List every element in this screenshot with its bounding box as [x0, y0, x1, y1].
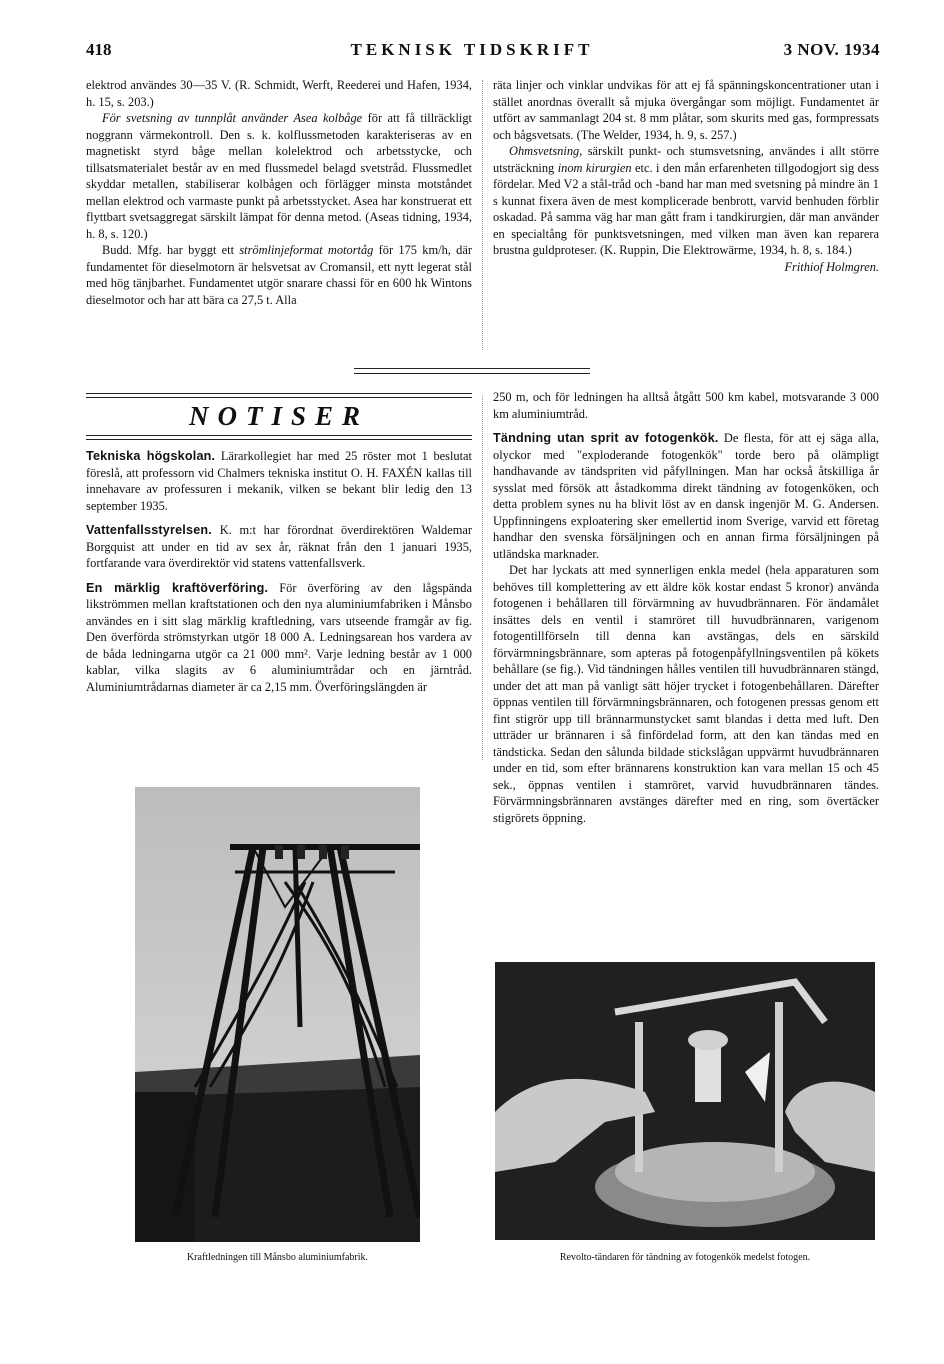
- notice-vattenfallsstyrelsen: Vattenfallsstyrelsen. K. m:t har förordnat överdirektören Waldemar Borgquist att under en tid av sex år, räknat från den 1 januari 1935, fortfarande vara överdirektör vid statens vattenfallsverk.: [86, 523, 472, 570]
- stove-igniter-photo: [495, 962, 875, 1240]
- issue-date: 3 NOV. 1934: [783, 40, 880, 59]
- signature: Frithiof Holmgren.: [784, 259, 879, 274]
- paragraph: Det har lyckats att med synnerligen enkla medel (hela apparaturen som behöves till komplettering av ett äldre kök kostar endast 5 kronor) använda fotogenen i behållaren till förvärmning av huvudbrännaren. För ändamålet insättes dels en ventil i stamröret till huvudbrännaren, varigenom fotogentillförseln till denna kan avstängas, dels en särskild förvärmningsbrännare, som apteras på fotogenpåfyllningsventilen på kökets behållare (se fig.). Vid tändningen hålles ventilen till huvudbrännaren stängd, under det att man på vanligt sätt höjer trycket i fotogenbehållaren. Därefter öppnas ventilen till förvärmningsbrännaren, och fotogenen pressas genom ett fint stigrör upp till brännarmunstycket samt blandas i detta med luft. Den utträder ur brännaren i så finfördelad form, att den kan tändas med en tändsticka. Sedan den sålunda bildade stickslågan uppvärmt huvudbrännaren under en tid, som efter brännarens konstruktion kan vara mellan 15 och 45 sek., öppnas ventilen i stamröret, varvid huvudbrännaren tändes. Förvärmningsbrännaren avstänges därefter med en ring, som övertäcker stigrörets öppning.: [493, 563, 879, 825]
- power-line-illustration: [135, 787, 420, 1242]
- paragraph: För svetsning av tunnplåt använder Asea kolbåge för att få tillräckligt noggrann värmekontroll. Den s. k. kolflussmetoden karakteriseras av en magnetiskt styrd båge mellan kolelektrod och arbetsstycke, och tillsatsmaterialet består av en med flussmedel belagd svetstråd. Flussmedlet skyddar metallen, stabiliserar kolbågen och förlägger minsta motståndet mellan elektrod och varmaste punkt på arbetsstycket. Asea har konstruerat ett flyttbart svetsaggregat särskilt lämpat för denna metod. (Aseas tidning, 1934, h. 8, s. 120.): [86, 111, 472, 241]
- notiser-left-column: [86, 448, 472, 695]
- column-separator: [482, 80, 483, 350]
- notiser-heading-box: [86, 393, 472, 441]
- notice-heading: Tekniska högskolan.: [86, 449, 216, 463]
- page-number: 418: [86, 40, 112, 59]
- paragraph: Budd. Mfg. har byggt ett strömlinjeformat motortåg för 175 km/h, där fundamentet för dieselmotorn är helsvetsat av Cromansil, ett nytt legerat stål med hög tänjbarhet. Fundamentet utgör snarare chassi för en 600 hk Wintons dieselmotor och har att bära ca 27,5 t. Alla: [86, 243, 472, 307]
- journal-title: TEKNISK TIDSKRIFT: [350, 40, 594, 59]
- section-divider: [354, 368, 590, 369]
- paragraph: 250 m, och för ledningen ha alltså åtgått 500 km kabel, motsvarande 3 000 km aluminiumtråd.: [493, 390, 879, 421]
- column-separator: [482, 395, 483, 760]
- section-divider: [354, 373, 590, 374]
- top-left-column: [86, 77, 472, 308]
- paragraph: elektrod användes 30—35 V. (R. Schmidt, Werft, Reederei und Hafen, 1934, h. 15, s. 203.): [86, 78, 472, 109]
- notice-tandning: Tändning utan sprit av fotogenkök. De flesta, för att ej säga alla, olyckor med "exploderande fotogenkök" torde bero på olämpligt handhavande av tändspriten vid påfyllningen. Man har också åtskilliga år sysslat med försök att åstadkomma direkt tändning av fotogenköken, och detta problem synes nu ha blivit löst av en dansk ingenjör M. G. Andersen. Uppfinningens exploatering sker emellertid inom Sverige, varvid ett företag handhar den svenska försäljningen och en annan firma försäljningen på utländska marknader.: [493, 431, 879, 561]
- notiser-right-column: [493, 389, 879, 826]
- power-line-photo: [135, 787, 420, 1242]
- paragraph: räta linjer och vinklar undvikas för att ej få spänningskoncentrationer utan i stället anordnas överallt så mjuka övergångar som möjligt. Fundamentet är utfört av sammanlagt 204 st. 8 mm plåtar, som skurits med gas, formpressats och bågsvetsats. (The Welder, 1934, h. 9, s. 257.): [493, 78, 879, 142]
- notice-heading: Vattenfallsstyrelsen.: [86, 523, 212, 537]
- top-right-column: [493, 77, 879, 275]
- figure-caption-left: Kraftledningen till Månsbo aluminiumfabrik.: [186, 1252, 369, 1263]
- section-title: NOTISER: [188, 401, 370, 431]
- notice-heading: En märklig kraftöverföring.: [86, 580, 269, 595]
- notice-heading: Tändning utan sprit av fotogenkök.: [493, 431, 719, 445]
- notice-tekniska-hogskolan: Tekniska högskolan. Lärarkollegiet har med 25 röster mot 1 beslutat föreslå, att professorn vid Chalmers tekniska institut O. H. FAXÉN kallas till innehavare av professuren i mekanik, vilken se bekant blir ledig den 13 september 1935.: [86, 449, 472, 513]
- italic-term: strömlinjeformat motortåg: [239, 243, 374, 257]
- figure-caption-right: Revolto-tändaren för tändning av fotogenkök medelst fotogen.: [559, 1252, 811, 1263]
- stove-illustration: [495, 962, 875, 1240]
- italic-lead: För svetsning av tunnplåt använder Asea kolbåge: [102, 111, 363, 125]
- notice-kraftoverforing: En märklig kraftöverföring. För överföring av den lågspända likströmmen mellan kraftstationen och den nya aluminiumfabriken i Månsbo användes en i sitt slag märklig kraftledning, vars utseende framgår av fig. Den överförda strömstyrkan utgör 18 000 A. Ledningsarean hos vardera av de båda ledningarna utgör ca 21 000 mm². Varje ledning består av 1 000 kablar, vilka slagits av 6 aluminiumtrådar och en järntråd. Aluminiumtrådarnas diameter är ca 2,15 mm. Överföringslängden är: [86, 580, 472, 694]
- paragraph: Ohmsvetsning, särskilt punkt- och stumsvetsning, användes i allt större utsträckning inom kirurgien etc. i den mån erfarenheten tillgodogjort sig dess fördelar. Med V2 a stål-tråd och -band har man med svetsning på mindre än 1 s kunnat fixera även de mest komplicerade benbrott, varvid benhuden förblir oskadad. På samma väg har man gått fram i tandkirurgien, där man använder en specialtång för punktsvetsningen, med vilken man även kan reparera brustna guldproteser. (K. Ruppin, Die Elektrowärme, 1934, h. 8, s. 184.): [493, 144, 879, 257]
